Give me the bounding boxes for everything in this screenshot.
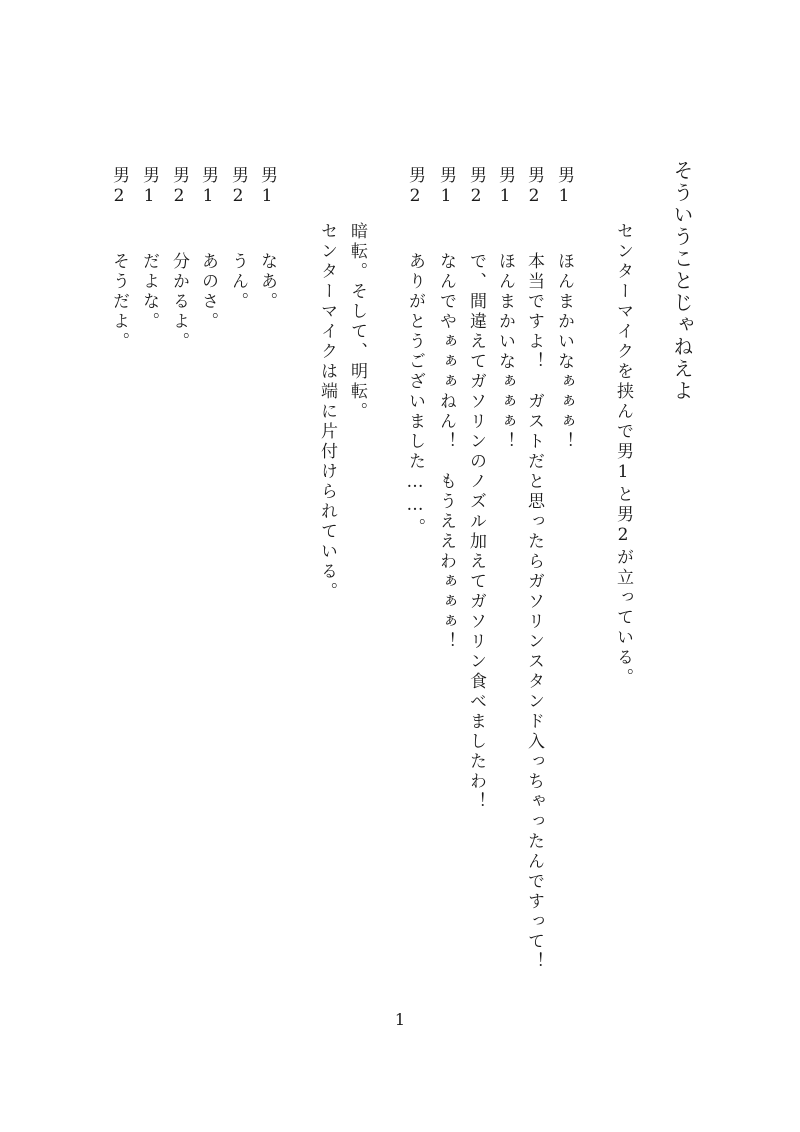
dialogue-line <box>170 166 187 352</box>
speaker-label: 男2 <box>405 166 425 209</box>
speaker-label: 男1 <box>139 166 159 209</box>
dialogue-text: なんでやぁぁぁねん！ もうええわぁぁぁ！ <box>436 252 456 652</box>
dialogue-line <box>496 166 513 452</box>
stage-direction: センターマイクを挟んで男1と男2が立っている。 <box>613 222 633 688</box>
dialogue-text: そうだよ。 <box>109 252 129 352</box>
dialogue-text: だよな。 <box>139 252 159 332</box>
speaker-label: 男2 <box>466 166 486 209</box>
speaker-label: 男1 <box>554 166 574 209</box>
dialogue-line <box>140 166 157 332</box>
dialogue-line <box>199 166 216 332</box>
speaker-label: 男1 <box>198 166 218 209</box>
dialogue-line <box>525 166 542 972</box>
dialogue-text: ほんまかいなぁぁぁ！ <box>554 252 574 452</box>
speaker-label: 男1 <box>495 166 515 209</box>
speaker-label: 男1 <box>257 166 277 209</box>
speaker-label: 男1 <box>436 166 456 209</box>
dialogue-line <box>437 166 454 652</box>
dialogue-line <box>258 166 275 312</box>
page-number: 1 <box>394 1010 406 1029</box>
stage-direction: センターマイクは端に片付けられている。 <box>317 222 337 602</box>
dialogue-text: ありがとうございました……。 <box>405 252 425 538</box>
dialogue-text: 本当ですよ！ ガストだと思ったらガソリンスタンド入っちゃったんですって！ <box>524 252 544 972</box>
dialogue-text: ほんまかいなぁぁぁ！ <box>495 252 515 452</box>
dialogue-line <box>110 166 127 352</box>
dialogue-line <box>406 166 423 538</box>
dialogue-text: なあ。 <box>257 252 277 312</box>
dialogue-text: 分かるよ。 <box>169 252 189 352</box>
dialogue-text: で、間違えてガソリンのノズル加えてガソリン食べましたわ！ <box>466 252 486 812</box>
speaker-label: 男2 <box>169 166 189 209</box>
speaker-label: 男2 <box>228 166 248 209</box>
speaker-label: 男2 <box>524 166 544 209</box>
dialogue-line <box>229 166 246 312</box>
dialogue-text: あのさ。 <box>198 252 218 332</box>
speaker-label: 男2 <box>109 166 129 209</box>
dialogue-text: うん。 <box>228 252 248 312</box>
dialogue-line <box>555 166 572 452</box>
script-title: そういうことじゃねえよ <box>670 160 694 402</box>
dialogue-line <box>467 166 484 812</box>
stage-direction: 暗転。そして、明転。 <box>347 222 367 422</box>
